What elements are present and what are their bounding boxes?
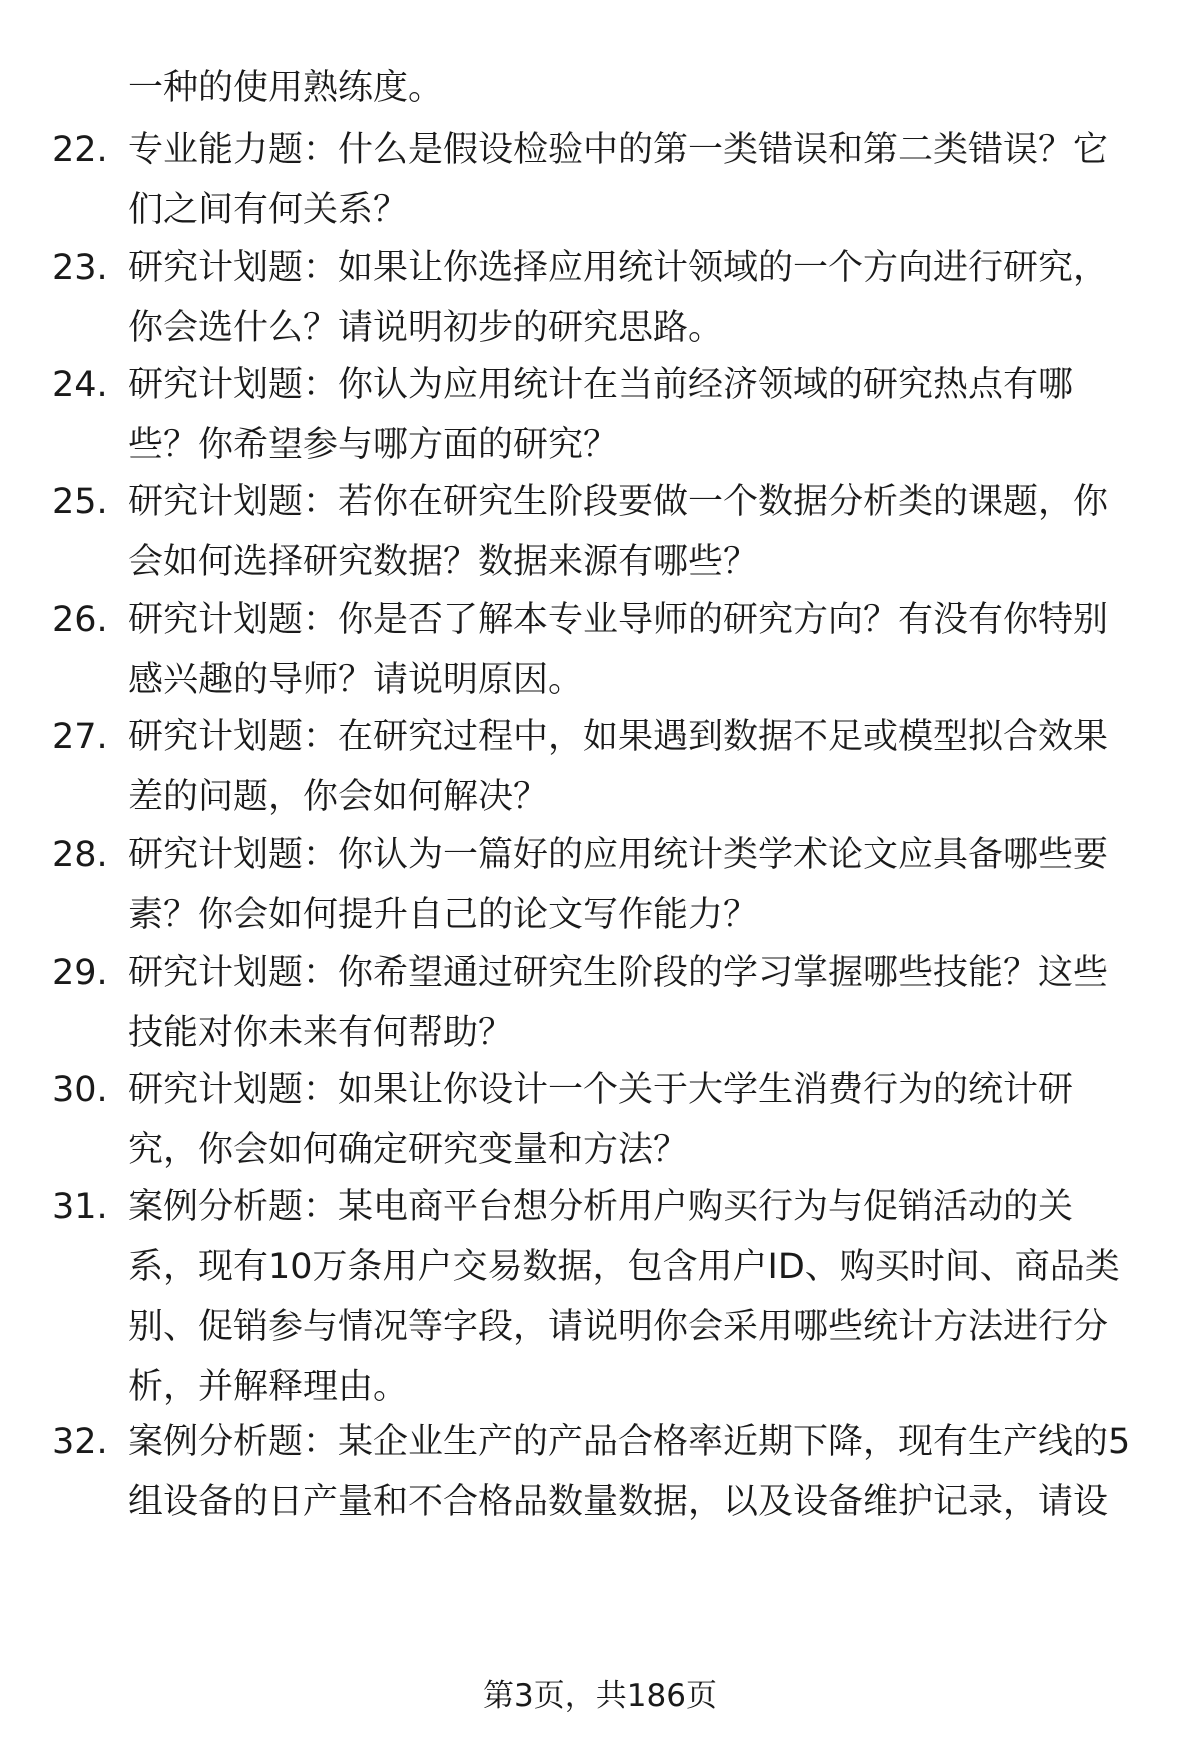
item-text-line: 会如何选择研究数据？数据来源有哪些？ xyxy=(128,542,759,582)
item-number: 26. xyxy=(52,600,108,640)
page-footer: 第3页，共186页 xyxy=(483,1678,717,1714)
item-number: 28. xyxy=(52,835,108,875)
continuation-text: 一种的使用熟练度。 xyxy=(128,68,444,108)
item-number: 30. xyxy=(52,1070,108,1110)
item-text xyxy=(128,590,1158,710)
item-text xyxy=(128,707,1158,827)
item-text-line: 案例分析题：某电商平台想分析用户购买行为与促销活动的关 xyxy=(128,1187,1074,1227)
item-text xyxy=(128,1177,1158,1417)
item-text-line: 你会选什么？请说明初步的研究思路。 xyxy=(128,308,724,348)
item-text xyxy=(128,120,1158,240)
item-text-line: 研究计划题：你希望通过研究生阶段的学习掌握哪些技能？这些 xyxy=(128,953,1109,993)
item-text-line: 研究计划题：如果让你选择应用统计领域的一个方向进行研究， xyxy=(128,248,1109,288)
item-text-line: 案例分析题：某企业生产的产品合格率近期下降，现有生产线的5 xyxy=(128,1422,1131,1462)
item-text xyxy=(128,1060,1158,1180)
item-text-line: 素？你会如何提升自己的论文写作能力？ xyxy=(128,895,759,935)
item-number: 29. xyxy=(52,953,108,993)
item-text xyxy=(128,825,1158,945)
item-text-line: 研究计划题：若你在研究生阶段要做一个数据分析类的课题，你 xyxy=(128,482,1109,522)
item-number: 27. xyxy=(52,717,108,757)
item-text xyxy=(128,1412,1158,1532)
item-text-line: 系，现有10万条用户交易数据，包含用户ID、购买时间、商品类 xyxy=(128,1247,1120,1287)
item-number: 24. xyxy=(52,365,108,405)
item-number: 22. xyxy=(52,130,108,170)
item-text-line: 别、促销参与情况等字段，请说明你会采用哪些统计方法进行分 xyxy=(128,1307,1109,1347)
item-text-line: 研究计划题：在研究过程中，如果遇到数据不足或模型拟合效果 xyxy=(128,717,1109,757)
item-number: 23. xyxy=(52,248,108,288)
item-text-line: 研究计划题：你认为应用统计在当前经济领域的研究热点有哪 xyxy=(128,365,1074,405)
item-number: 31. xyxy=(52,1187,108,1227)
item-number: 32. xyxy=(52,1422,108,1462)
item-text-line: 差的问题，你会如何解决？ xyxy=(128,777,549,817)
item-text xyxy=(128,238,1158,358)
item-text-line: 技能对你未来有何帮助？ xyxy=(128,1013,514,1053)
item-text-line: 些？你希望参与哪方面的研究？ xyxy=(128,425,619,465)
item-text-line: 组设备的日产量和不合格品数量数据，以及设备维护记录，请设 xyxy=(128,1482,1109,1522)
item-text-line: 研究计划题：你是否了解本专业导师的研究方向？有没有你特别 xyxy=(128,600,1109,640)
item-number: 25. xyxy=(52,482,108,522)
item-text xyxy=(128,472,1158,592)
item-text xyxy=(128,355,1158,475)
item-text-line: 研究计划题：你认为一篇好的应用统计类学术论文应具备哪些要 xyxy=(128,835,1109,875)
item-text-line: 们之间有何关系？ xyxy=(128,190,409,230)
item-text-line: 专业能力题：什么是假设检验中的第一类错误和第二类错误？它 xyxy=(128,130,1109,170)
item-text xyxy=(128,943,1158,1063)
item-text-line: 究，你会如何确定研究变量和方法？ xyxy=(128,1130,689,1170)
item-text-line: 研究计划题：如果让你设计一个关于大学生消费行为的统计研 xyxy=(128,1070,1074,1110)
item-text-line: 感兴趣的导师？请说明原因。 xyxy=(128,660,584,700)
item-text-line: 析，并解释理由。 xyxy=(128,1367,409,1407)
